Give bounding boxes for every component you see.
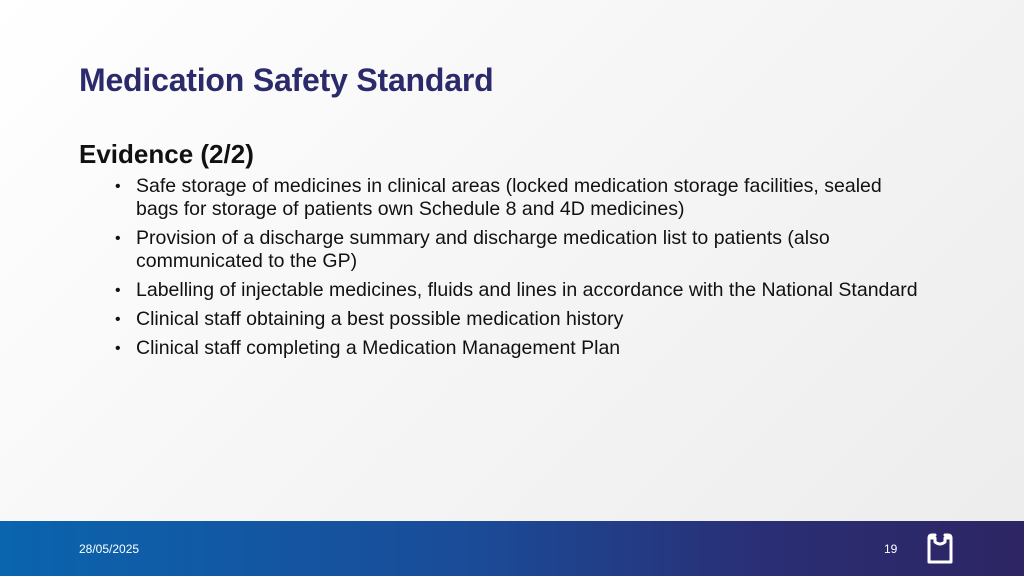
footer-bar (0, 521, 1024, 576)
bullet-text: Labelling of injectable medicines, fluids and lines in accordance with the National Standard (136, 279, 918, 301)
bullet-item (115, 308, 919, 331)
slide-content (79, 137, 919, 366)
bullet-item (115, 175, 919, 221)
footer-date: 28/05/2025 (79, 542, 140, 556)
bullet-list (79, 175, 919, 360)
bullet-dot: • (115, 230, 121, 247)
bullet-item (115, 337, 919, 360)
bullet-item (115, 279, 919, 302)
bullet-item (115, 227, 919, 273)
bullet-text: Provision of a discharge summary and discharge medication list to patients (also communicated to the GP) (136, 227, 830, 272)
bullet-text: Clinical staff obtaining a best possible medication history (136, 308, 624, 330)
bullet-text: Clinical staff completing a Medication Management Plan (136, 337, 621, 359)
bullet-dot: • (115, 178, 121, 195)
bullet-text: Safe storage of medicines in clinical areas (locked medication storage facilities, sealed bags for storage of patients own Schedule 8 and 4D medicines) (136, 175, 882, 220)
bullet-dot: • (115, 311, 121, 328)
bullet-dot: • (115, 340, 121, 357)
page-number: 19 (884, 542, 898, 556)
bullet-dot: • (115, 282, 121, 299)
section-heading: Evidence (2/2) (79, 139, 254, 169)
book-logo-icon (925, 533, 955, 565)
slide-title: Medication Safety Standard (79, 62, 494, 98)
